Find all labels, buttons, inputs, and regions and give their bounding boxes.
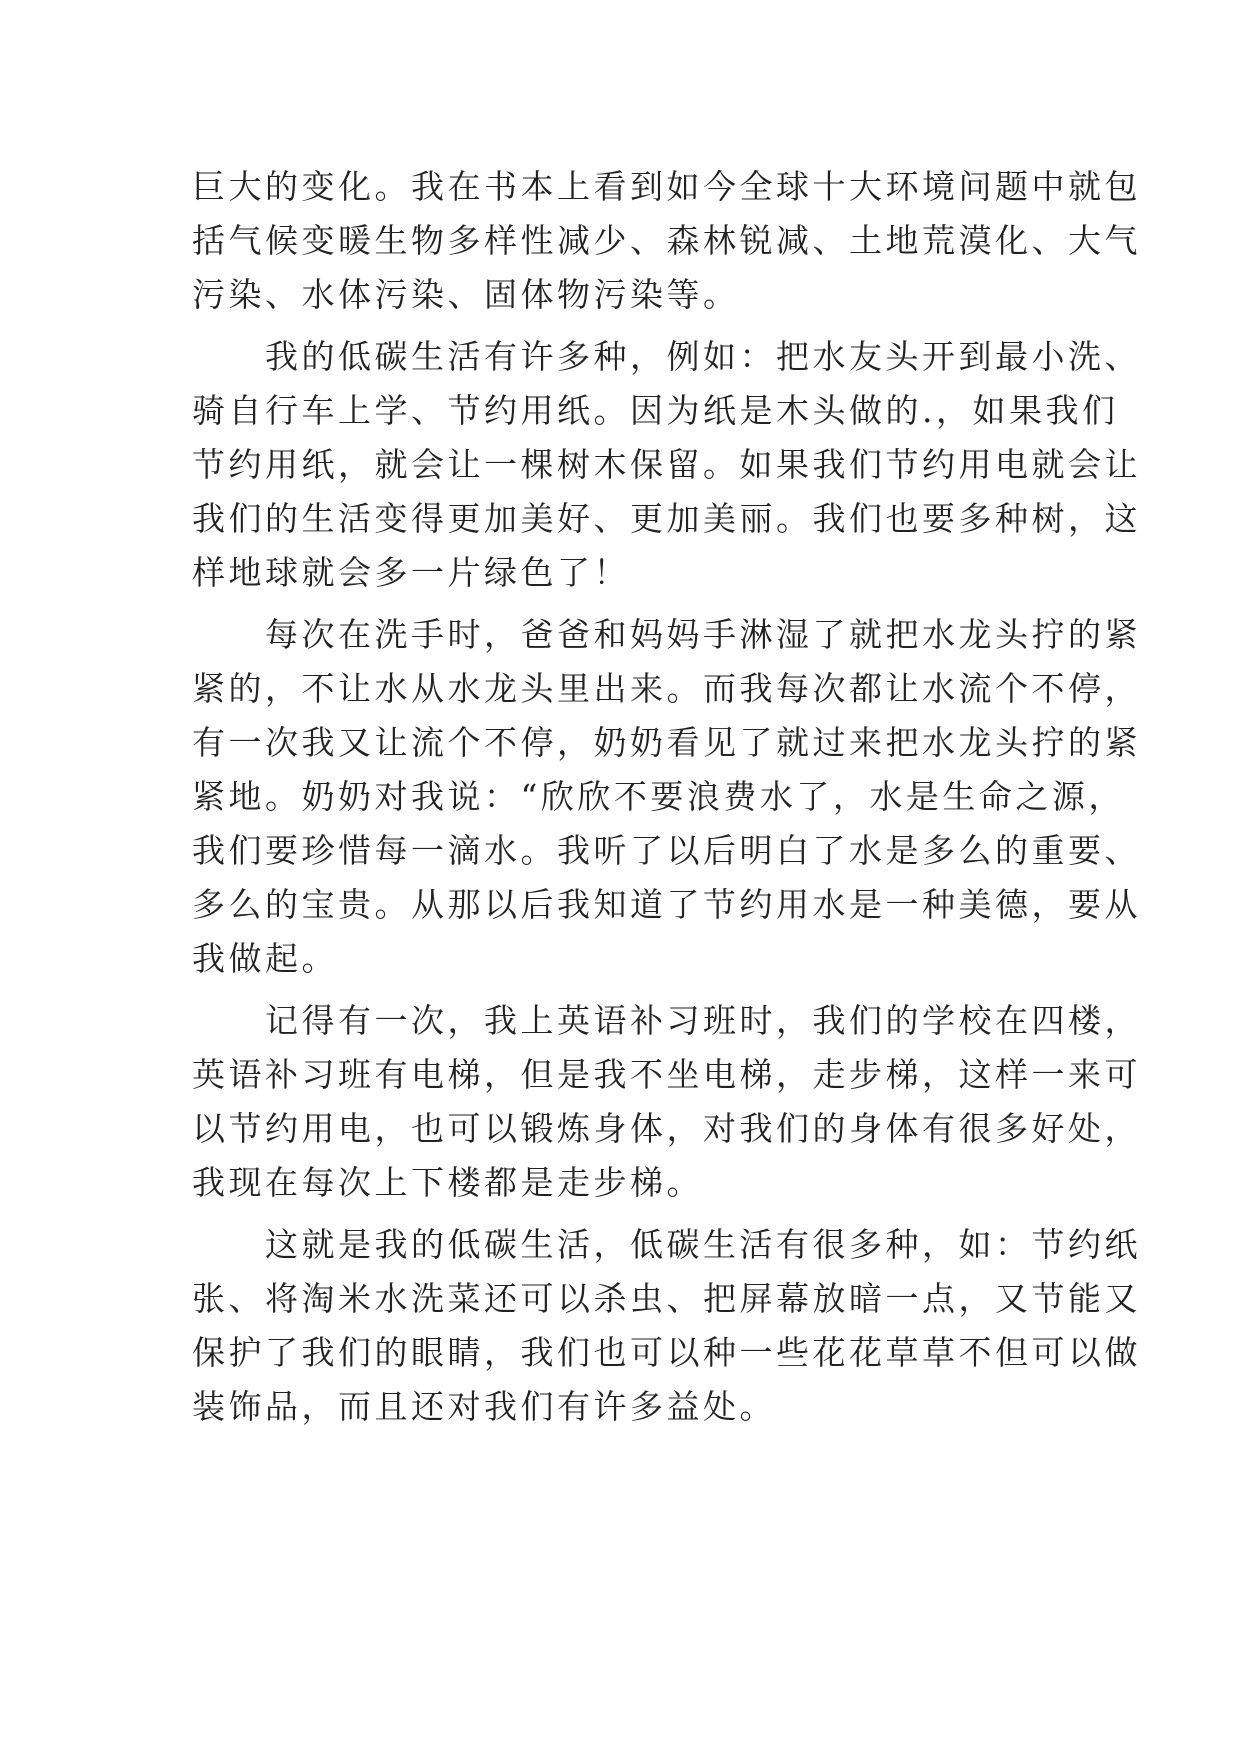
text-line: 我们要珍惜每一滴水。我听了以后明白了水是多么的重要、 — [192, 831, 1141, 870]
paragraph-5 — [192, 1218, 1141, 1434]
text-line: 节约用纸，就会让一棵树木保留。如果我们节约用电就会让 — [192, 445, 1141, 484]
text-line: 括气候变暖生物多样性减少、森林锐减、土地荒漠化、大气 — [192, 221, 1141, 260]
text-line: 紧的，不让水从水龙头里出来。而我每次都让水流个不停， — [192, 669, 1141, 708]
text-line: 样地球就会多一片绿色了！ — [192, 553, 630, 592]
text-line: 保护了我们的眼睛，我们也可以种一些花花草草不但可以做 — [192, 1333, 1141, 1372]
essay-body — [192, 160, 1141, 1442]
paragraph-1 — [192, 160, 1141, 322]
text-line: 骑自行车上学、节约用纸。因为纸是木头做的.，如果我们 — [192, 391, 1119, 430]
paragraph-2 — [192, 330, 1141, 600]
text-line: 巨大的变化。我在书本上看到如今全球十大环境问题中就包 — [192, 167, 1141, 206]
text-line: 记得有一次，我上英语补习班时，我们的学校在四楼， — [192, 1001, 1141, 1040]
text-line: 有一次我又让流个不停，奶奶看见了就过来把水龙头拧的紧 — [192, 723, 1141, 762]
text-line: 我现在每次上下楼都是走步梯。 — [192, 1163, 703, 1202]
text-line: 我们的生活变得更加美好、更加美丽。我们也要多种树，这 — [192, 499, 1141, 538]
paragraph-3 — [192, 608, 1141, 986]
text-line: 每次在洗手时，爸爸和妈妈手淋湿了就把水龙头拧的紧 — [192, 615, 1141, 654]
text-line: 以节约用电，也可以锻炼身体，对我们的身体有很多好处， — [192, 1109, 1141, 1148]
text-line: 紧地。奶奶对我说：“欣欣不要浪费水了，水是生命之源， — [192, 777, 1125, 816]
text-line: 张、将淘米水洗菜还可以杀虫、把屏幕放暗一点，又节能又 — [192, 1279, 1141, 1318]
text-line: 这就是我的低碳生活，低碳生活有很多种，如：节约纸 — [192, 1225, 1141, 1264]
text-line: 我做起。 — [192, 939, 338, 978]
text-line: 污染、水体污染、固体物污染等。 — [192, 275, 740, 314]
paragraph-4 — [192, 994, 1141, 1210]
text-line: 装饰品，而且还对我们有许多益处。 — [192, 1387, 776, 1426]
text-line: 我的低碳生活有许多种，例如：把水友头开到最小洗、 — [192, 337, 1141, 376]
text-line: 英语补习班有电梯，但是我不坐电梯，走步梯，这样一来可 — [192, 1055, 1141, 1094]
text-line: 多么的宝贵。从那以后我知道了节约用水是一种美德，要从 — [192, 885, 1141, 924]
